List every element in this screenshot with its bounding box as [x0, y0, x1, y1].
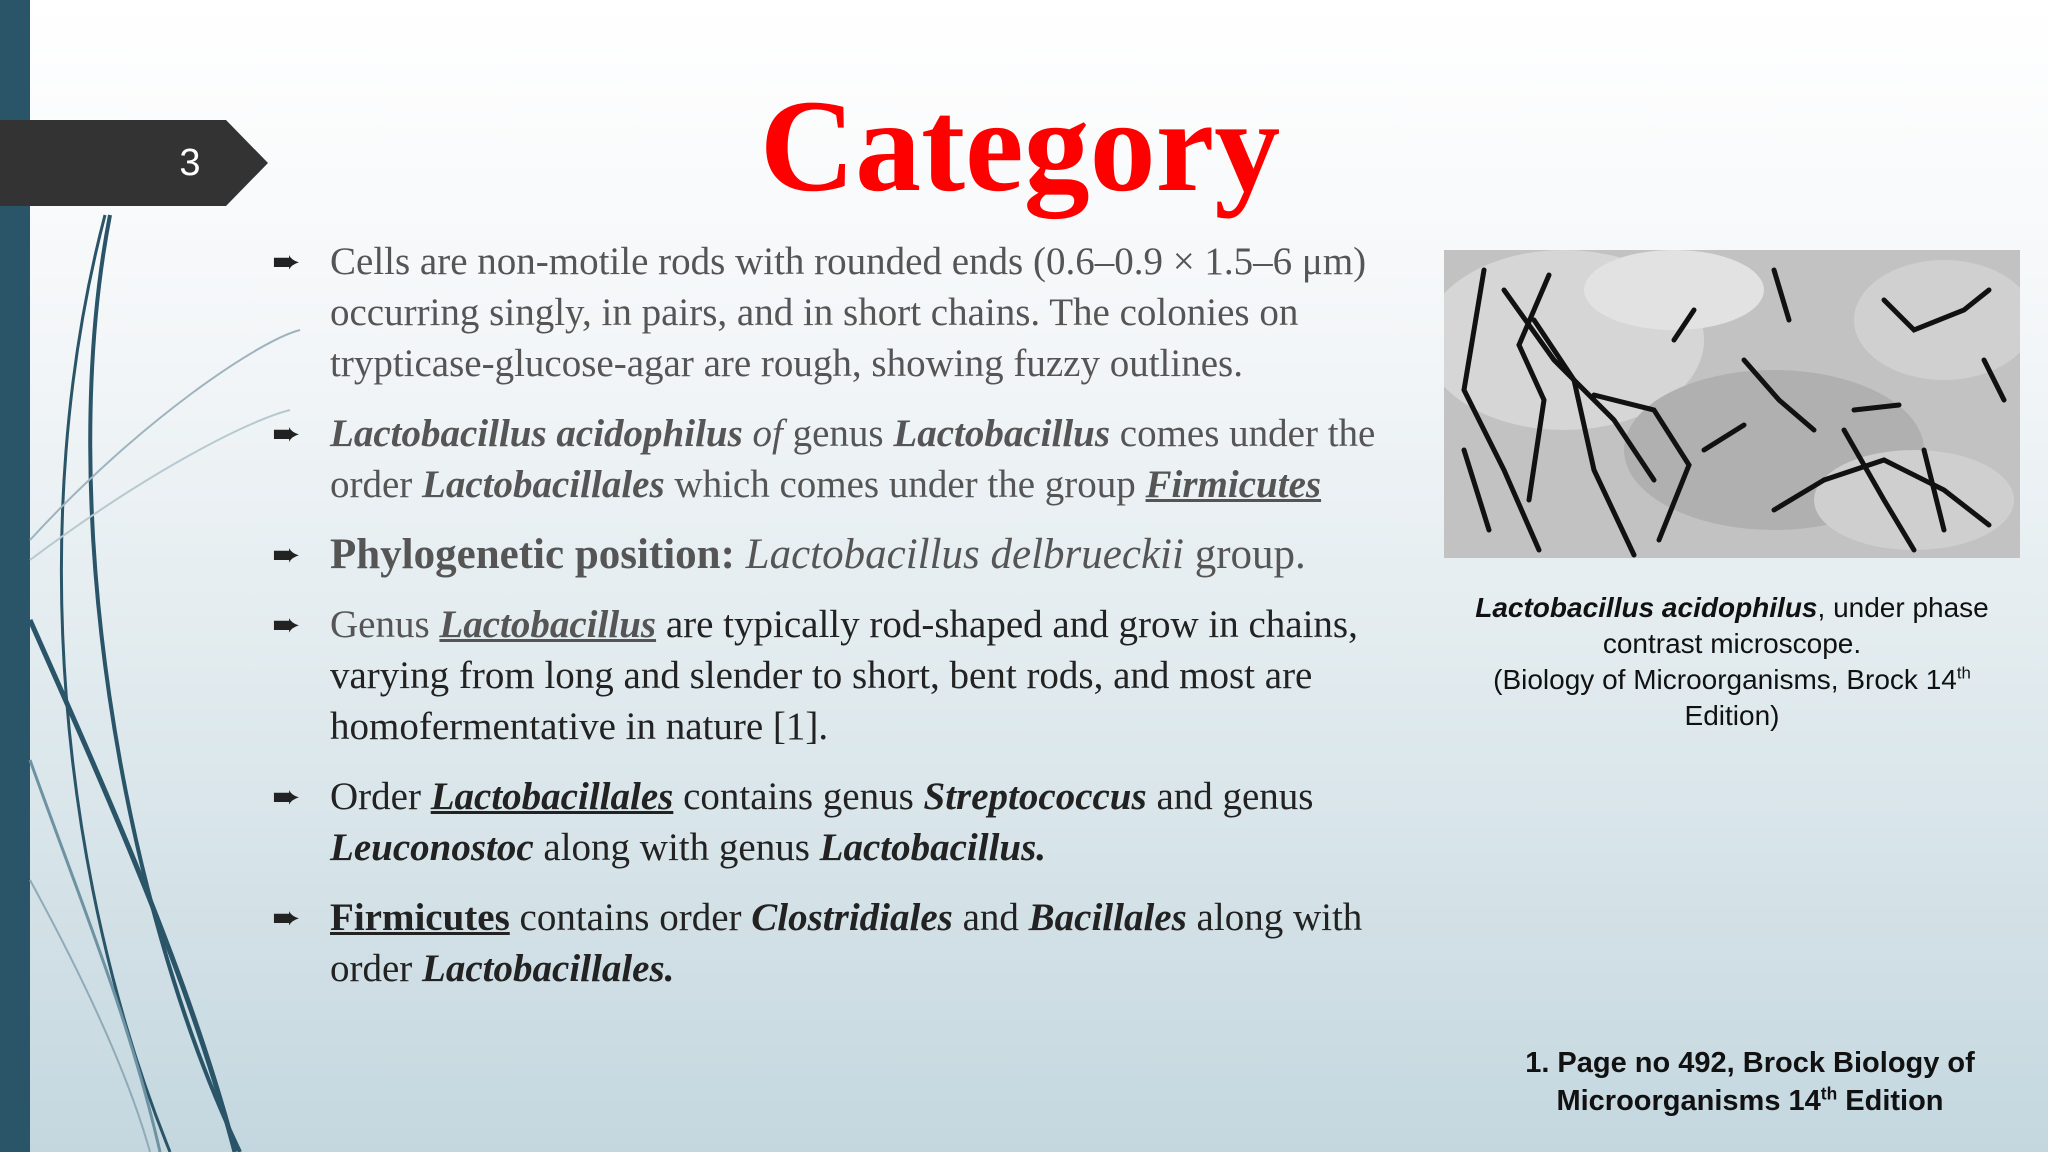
bullet-item: ➨ Firmicutes contains order Clostridiales and Bacillales along with order Lactobacillales. — [272, 892, 1444, 994]
lactobacillus-link[interactable]: Lactobacillus — [439, 603, 657, 646]
slide-number: 3 — [179, 142, 201, 184]
arrow-bullet-icon: ➨ — [272, 242, 301, 282]
reference-item: 1. Page no 492, Brock Biology of Microorganisms 14th Edition — [1525, 1047, 1975, 1117]
bullet-item: ➨ Phylogenetic position: Lactobacillus delbrueckii group. — [272, 529, 1444, 580]
arrow-bullet-icon: ➨ — [272, 605, 301, 645]
arrow-bullet-icon: ➨ — [272, 777, 301, 817]
arrow-bullet-icon: ➨ — [272, 535, 301, 575]
bullet-item: ➨ Order Lactobacillales contains genus Streptococcus and genus Leuconostoc along with genus Lactobacillus. — [272, 771, 1444, 873]
slide-title: Category — [759, 72, 1281, 219]
bullet-item: ➨ Genus Lactobacillus are typically rod-shaped and grow in chains, varying from long and slender to short, bent rods, and most are homofermentative in nature [1]. — [272, 599, 1444, 752]
bullet-list — [272, 236, 1444, 1013]
firmicutes-order-link[interactable]: Firmicutes — [330, 896, 510, 939]
lactobacillales-link[interactable]: Lactobacillales — [430, 775, 674, 818]
reference-list — [1500, 1044, 2000, 1120]
image-caption: Lactobacillus acidophilus, under phase contrast microscope. (Biology of Microorganisms, Brock 14th Edition) — [1475, 592, 1989, 731]
arrow-bullet-icon: ➨ — [272, 898, 301, 938]
microscope-image — [1444, 250, 2020, 558]
arrow-bullet-icon: ➨ — [272, 414, 301, 454]
bullet-item: ➨ Cells are non-motile rods with rounded ends (0.6–0.9 × 1.5–6 μm) occurring singly, in pairs, and in short chains. The colonies on trypticase-glucose-agar are rough, showing fuzzy outlines. — [272, 236, 1444, 389]
slide-number-tab — [0, 120, 270, 206]
firmicutes-link[interactable]: Firmicutes — [1145, 463, 1322, 506]
bullet-item: ➨ Lactobacillus acidophilus of genus Lactobacillus comes under the order Lactobacillales which comes under the group Firmicutes — [272, 408, 1444, 510]
